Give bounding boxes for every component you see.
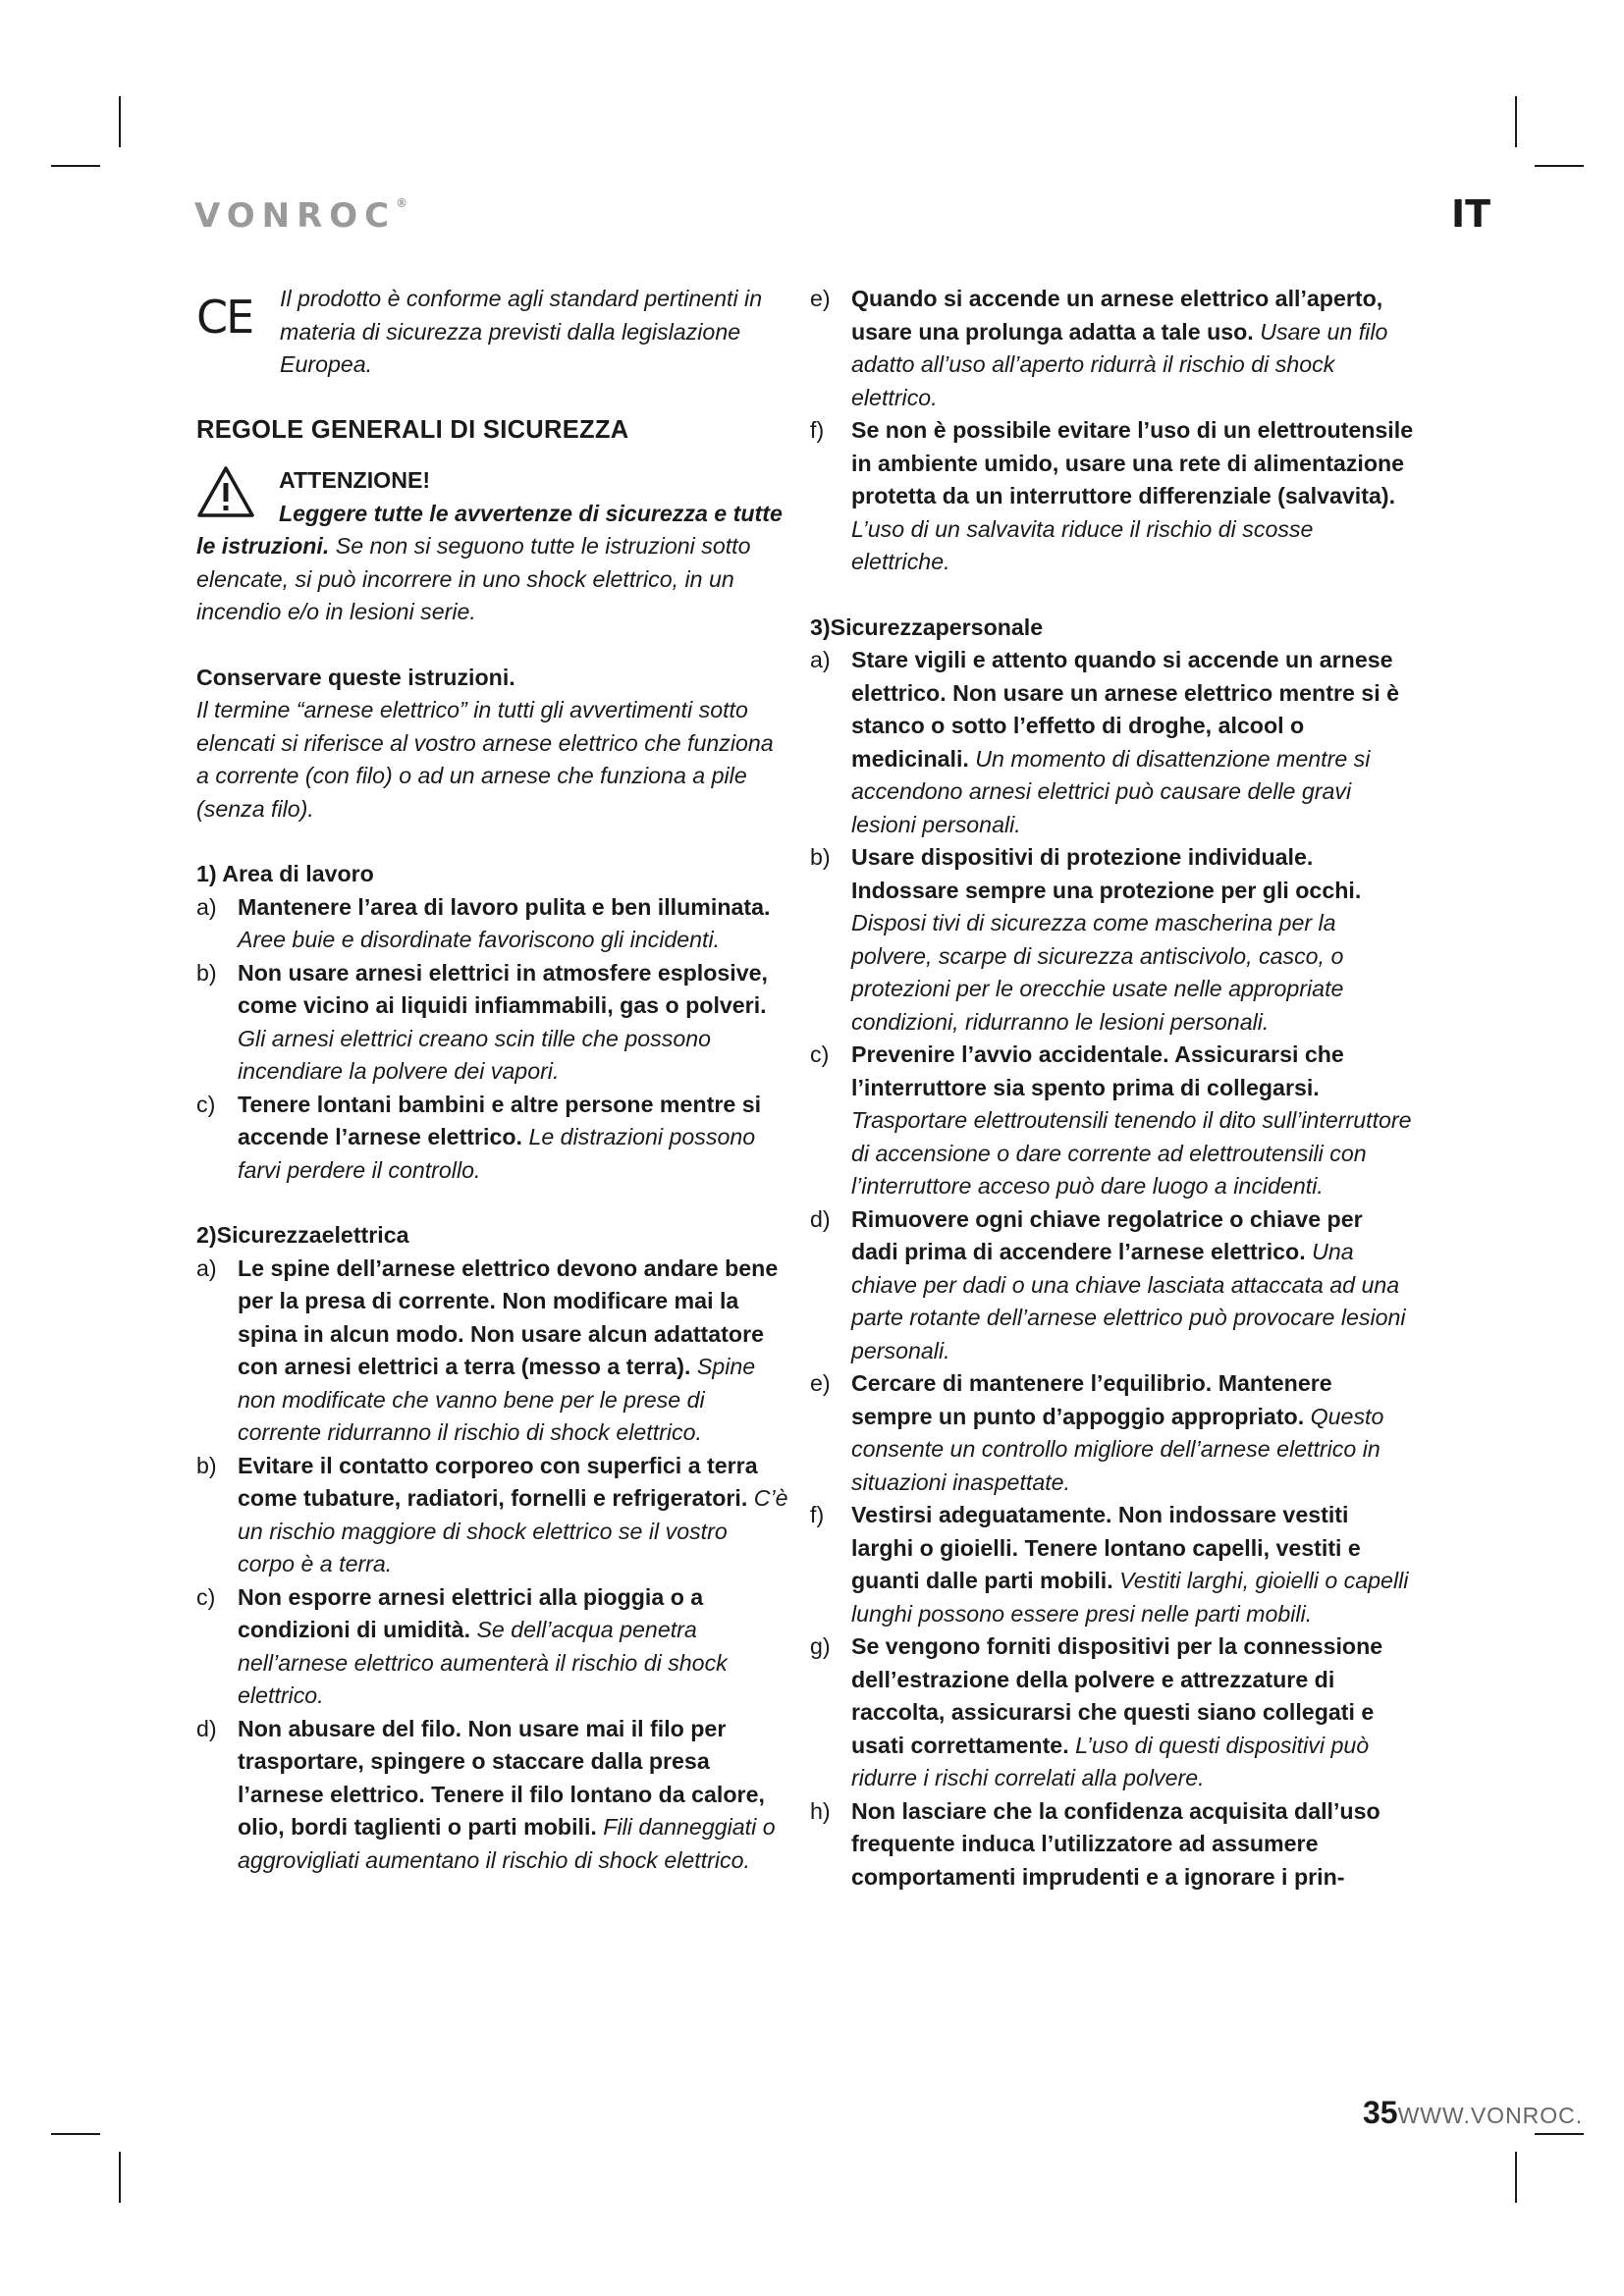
work-area-title: 1) Area di lavoro	[196, 861, 374, 886]
crop-mark	[51, 165, 100, 167]
ce-text: Il prodotto è conforme agli standard pertinenti in materia di sicurezza previsti dalla legislazione Europea.	[280, 286, 763, 377]
personal-safety-title: 3)Sicurezzapersonale	[810, 614, 1044, 640]
crop-mark	[1535, 2133, 1584, 2135]
keep-instructions-text: Il termine “arnese elettrico” in tutti gli avvertimenti sotto elencati si riferisce al vostro arnese elettrico che funziona a corrente (con filo) o ad un arnese che funziona a pile (senza filo).	[196, 697, 774, 822]
list-item: e) Cercare di mantenere l’equilibrio. Mantenere sempre un punto d’appoggio appropriato. Questo consente un controllo migliore dell’arnese elettrico in situazioni inaspettate.	[810, 1370, 1384, 1495]
list-item: b) Usare dispositivi di protezione individuale. Indossare sempre una protezione per gli occhi. Disposi tivi di sicurezza come mascherina per la polvere, scarpe di sicurezza antiscivolo, casco, o protezioni per le orecchie usate nelle appropriate condizioni, ridurranno le lesioni personali.	[810, 844, 1362, 1035]
list-item: b) Evitare il contatto corporeo con superfici a terra come tubature, radiatori, fornelli e refrigeratori. C’è un rischio maggiore di shock elettrico se il vostro corpo è a terra.	[196, 1452, 788, 1576]
warning-block	[196, 464, 790, 498]
warning-triangle-icon	[196, 464, 255, 519]
list-item: f) Se non è possibile evitare l’uso di un elettroutensile in ambiente umido, usare una rete di alimentazione protetta da un interruttore differenziale (salvavita). L’uso di un salvavita riduce il rischio di scosse elettriche.	[810, 417, 1414, 574]
electrical-safety-list-cont	[810, 283, 1414, 579]
ce-conformity	[196, 283, 790, 382]
list-item: a) Stare vigili e attento quando si accende un arnese elettrico. Non usare un arnese elettrico mentre si è stanco o sotto l’effetto di droghe, alcool o medicinali. Un momento di disattenzione mentre si accendono arnesi elettrici può causare delle gravi lesioni personali.	[810, 647, 1399, 837]
crop-mark	[1515, 96, 1517, 147]
personal-safety-list	[810, 644, 1414, 1894]
list-item: h) Non lasciare che la confidenza acquisita dall’uso frequente induca l’utilizzatore ad assumere comportamenti imprudenti e a ignorare i prin-	[810, 1797, 1380, 1890]
electrical-safety-list	[196, 1253, 790, 1878]
left-column	[196, 283, 790, 1877]
list-item: g) Se vengono forniti dispositivi per la connessione dell’estrazione della polvere e attrezzature di raccolta, assicurarsi che questi siano collegati e usati correttamente. L’uso di questi dispositivi può ridurre i rischi correlati alla polvere.	[810, 1633, 1383, 1790]
page-number: 35	[1363, 2095, 1398, 2130]
keep-instructions-title: Conservare queste istruzioni.	[196, 664, 515, 690]
ce-mark-icon: CE	[196, 291, 253, 344]
right-column	[810, 283, 1414, 1894]
brand-logo: VONROC®	[194, 196, 408, 236]
list-item: c) Non esporre arnesi elettrici alla pioggia o a condizioni di umidità. Se dell’acqua penetra nell’arnese elettrico aumenterà il rischio di shock elettrico.	[196, 1583, 728, 1708]
page-footer	[1363, 2095, 1583, 2131]
crop-mark	[51, 2133, 100, 2135]
list-item: d) Rimuovere ogni chiave regolatrice o chiave per dadi prima di accendere l’arnese elettrico. Una chiave per dadi o una chiave lasciata attaccata ad una parte rotante dell’arnese elettrico può provocare lesioni personali.	[810, 1205, 1406, 1363]
list-item: a) Mantenere l’area di lavoro pulita e ben illuminata. Aree buie e disordinate favoriscono gli incidenti.	[196, 893, 771, 952]
warning-text: Leggere tutte le avvertenze di sicurezza e tutte le istruzioni. Se non si seguono tutte le istruzioni sotto elencate, si può incorrere in uno shock elettrico, in un incendio e/o in lesioni serie.	[196, 500, 783, 624]
list-item: d) Non abusare del filo. Non usare mai il filo per trasportare, spingere o staccare dalla presa l’arnese elettrico. Tenere il filo lontano da calore, olio, bordi taglienti o parti mobili. Fili danneggiati o aggrovigliati aumentano il rischio di shock elettrico.	[196, 1715, 776, 1873]
crop-mark	[119, 96, 121, 147]
list-item: a) Le spine dell’arnese elettrico devono andare bene per la presa di corrente. Non modificare mai la spina in alcun modo. Non usare alcun adattatore con arnesi elettrici a terra (messo a terra). Spine non modificate che vanno bene per le prese di corrente ridurranno il rischio di shock elettrico.	[196, 1255, 779, 1445]
list-item: c) Tenere lontani bambini e altre persone mentre si accende l’arnese elettrico. Le distrazioni possono farvi perdere il controllo.	[196, 1091, 762, 1183]
crop-mark	[1535, 165, 1584, 167]
crop-mark	[1515, 2152, 1517, 2203]
website-link[interactable]: WWW.VONROC.	[1397, 2103, 1584, 2128]
list-item: f) Vestirsi adeguatamente. Non indossare vestiti larghi o gioielli. Tenere lontano capelli, vestiti e guanti dalle parti mobili. Vestiti larghi, gioielli o capelli lunghi possono essere presi nelle parti mobili.	[810, 1502, 1409, 1627]
list-item: e) Quando si accende un arnese elettrico all’aperto, usare una prolunga adatta a tale uso. Usare un filo adatto all’uso all’aperto ridurrà il rischio di shock elettrico.	[810, 286, 1388, 410]
list-item: b) Non usare arnesi elettrici in atmosfere esplosive, come vicino ai liquidi infiammabili, gas o polveri. Gli arnesi elettrici creano scin tille che possono incendiare la polvere dei vapori.	[196, 959, 768, 1084]
work-area-list	[196, 891, 790, 1188]
warning-title: ATTENZIONE!	[279, 467, 431, 493]
language-code: IT	[1451, 192, 1491, 236]
electrical-safety-title: 2)Sicurezzaelettrica	[196, 1222, 409, 1248]
list-item: c) Prevenire l’avvio accidentale. Assicurarsi che l’interruttore sia spento prima di collegarsi. Trasportare elettroutensili tenendo il dito sull’interruttore di accensione o dare corrente ad elettroutensili con l’interruttore acceso può dare luogo a incidenti.	[810, 1041, 1412, 1199]
section-title: REGOLE GENERALI DI SICUREZZA	[196, 415, 629, 444]
crop-mark	[119, 2152, 121, 2203]
